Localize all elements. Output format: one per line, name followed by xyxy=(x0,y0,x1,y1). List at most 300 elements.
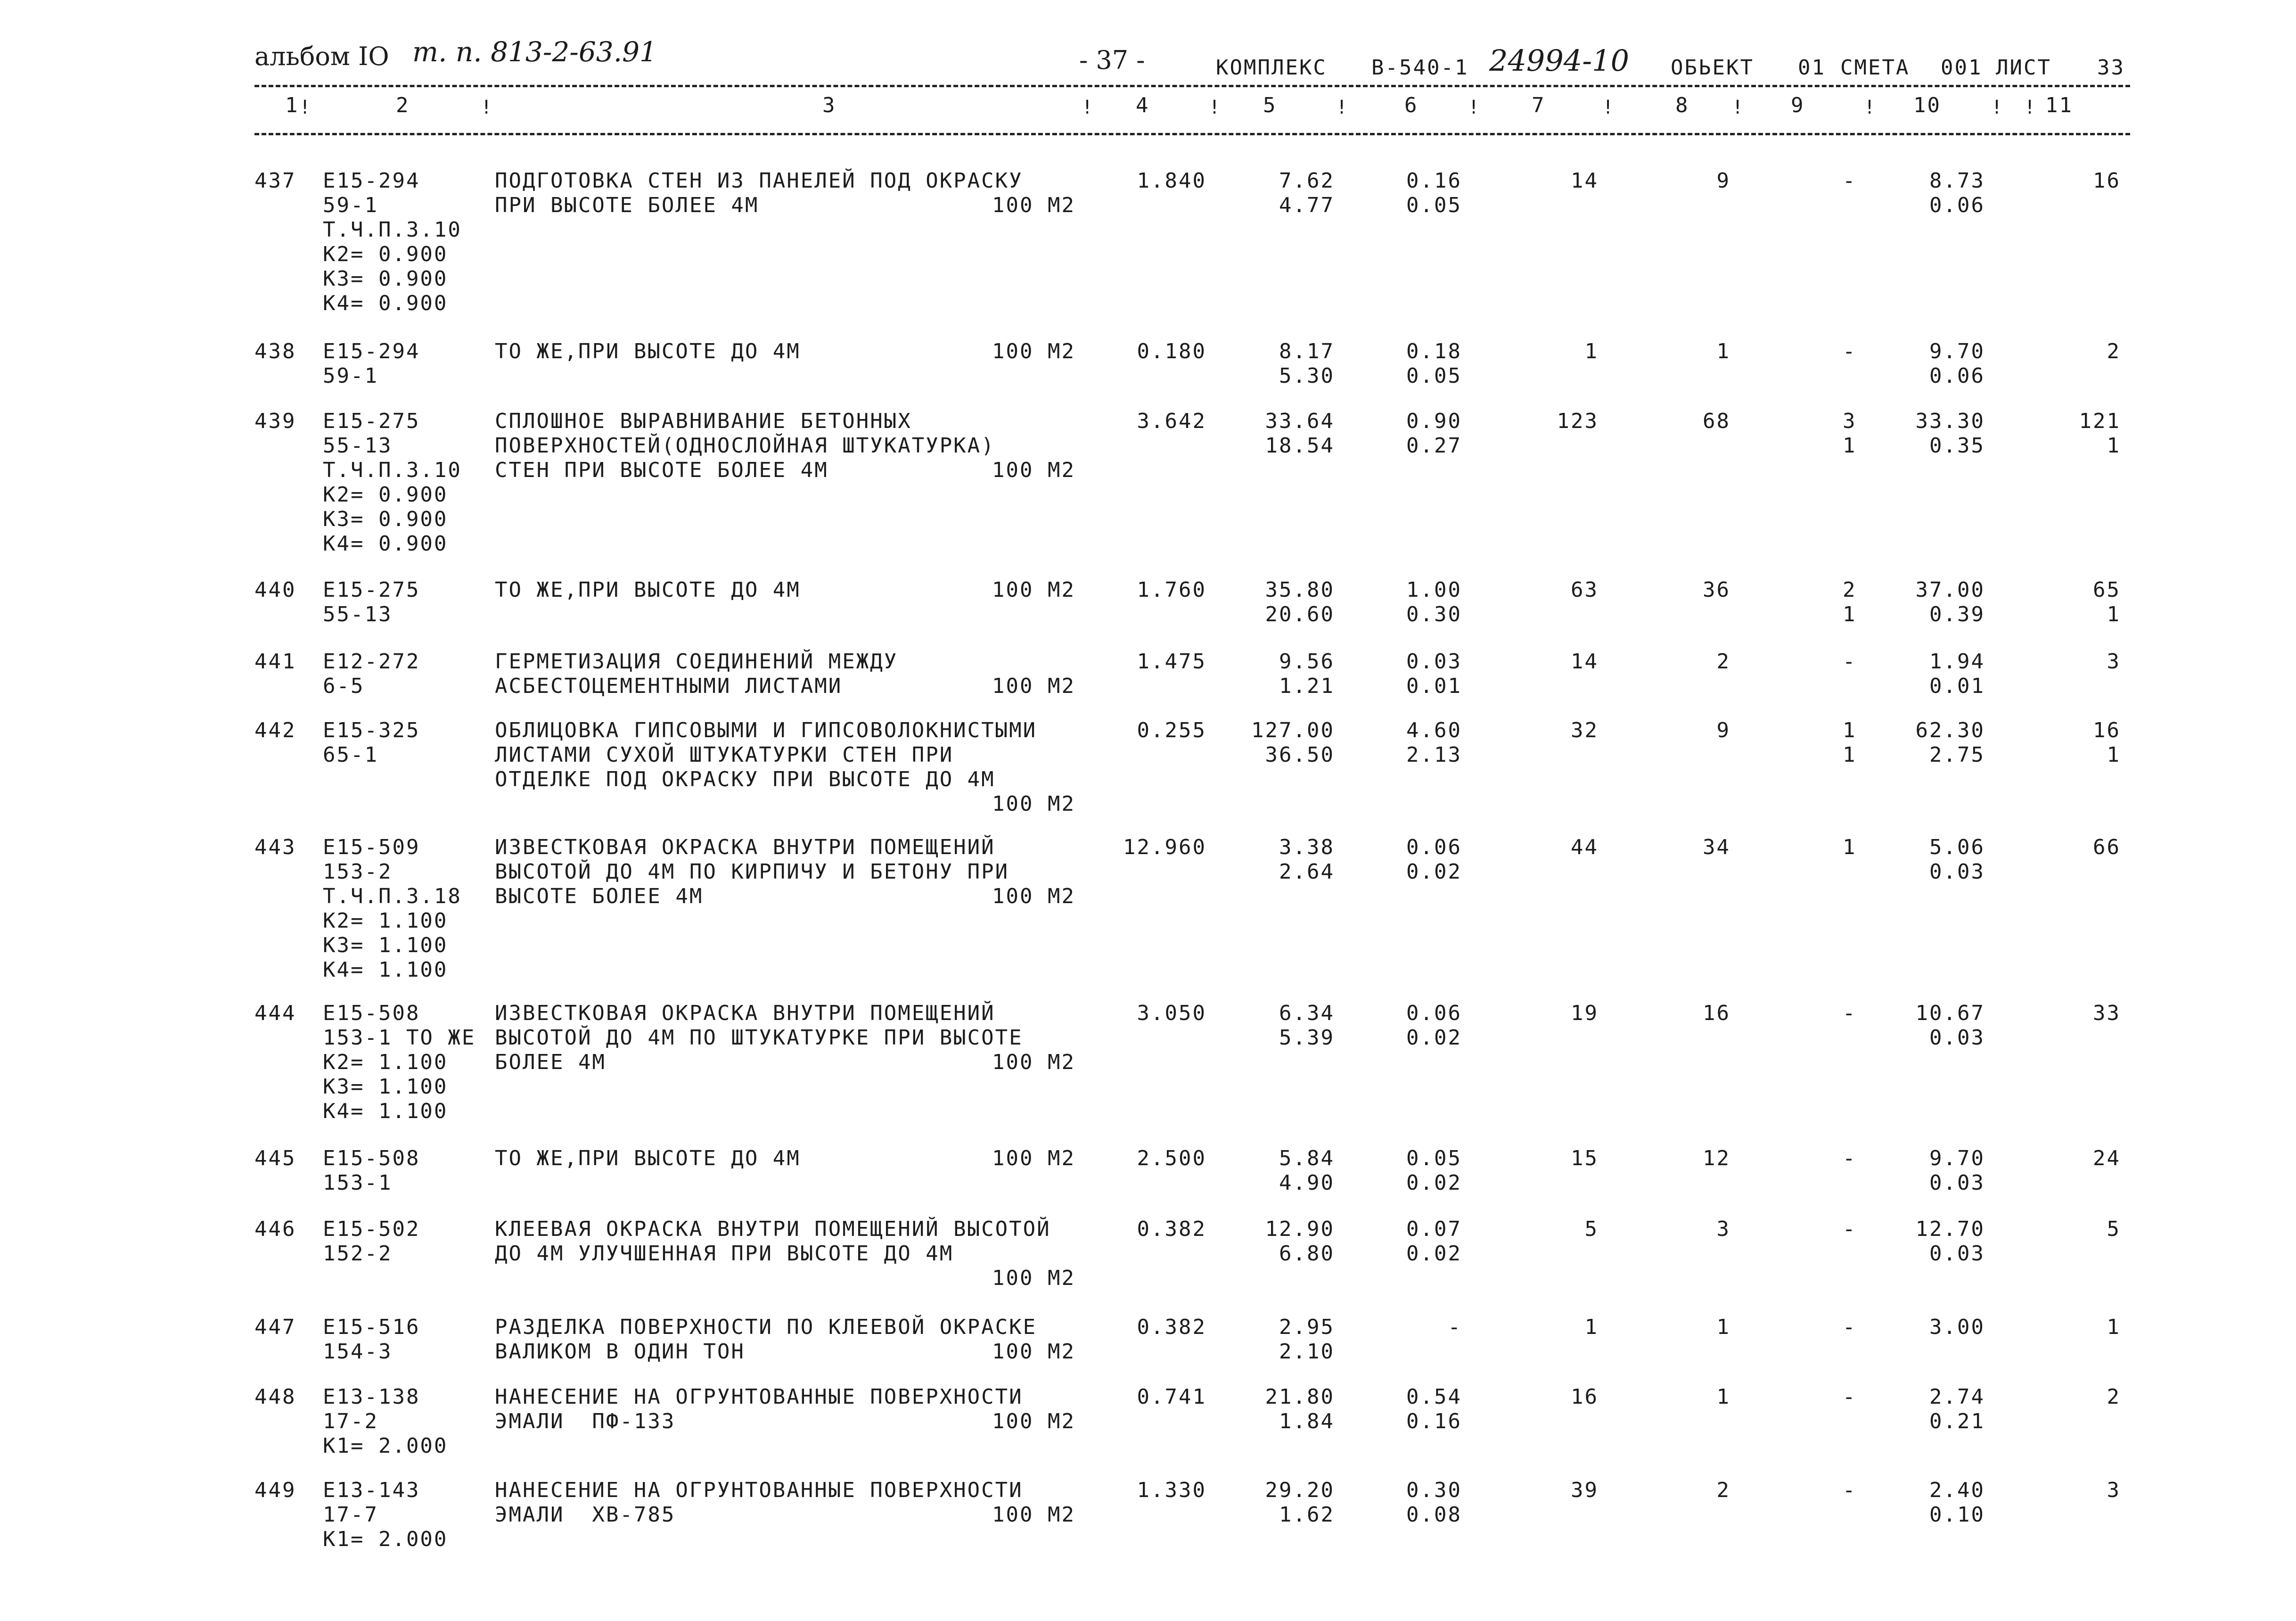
page-number: - 37 - xyxy=(1079,45,1145,75)
column-number-8: 8 xyxy=(1675,93,1689,117)
work-description-line: ПОДГОТОВКА СТЕН ИЗ ПАНЕЛЕЙ ПОД ОКРАСКУ xyxy=(495,169,1023,193)
labor-unit xyxy=(1916,718,1985,767)
work-description-line: КЛЕЕВАЯ ОКРАСКА ВНУТРИ ПОМЕЩЕНИЙ ВЫСОТОЙ xyxy=(495,1217,1051,1241)
column-number-1: 1 xyxy=(285,93,299,117)
unit-labor-line: 0.06 xyxy=(1406,835,1462,859)
unit-cost-line: 35.80 xyxy=(1265,578,1335,602)
total-cost: 16 xyxy=(1571,1385,1599,1409)
quantity: 0.180 xyxy=(1137,339,1206,363)
unit-labor xyxy=(1406,650,1462,699)
labor-unit xyxy=(1929,650,1985,699)
unit-labor xyxy=(1406,1385,1462,1434)
machine-cost-line: 1 xyxy=(1843,718,1857,742)
rate-code-line: 55-13 xyxy=(323,434,393,458)
rate-code xyxy=(323,578,420,627)
unit-cost-line: 6.80 xyxy=(1279,1242,1335,1266)
labor-total-line: 65 xyxy=(2093,578,2121,602)
rate-code-line: Т.Ч.П.3.10 xyxy=(323,458,462,482)
unit-of-measure: 100 М2 xyxy=(992,674,1075,698)
rate-code-line: К2= 1.100 xyxy=(323,1050,448,1074)
work-description-line: ПОВЕРХНОСТЕЙ(ОДНОСЛОЙНАЯ ШТУКАТУРКА) xyxy=(495,434,995,458)
unit-cost-line: 21.80 xyxy=(1265,1385,1335,1409)
unit-labor-line: 0.27 xyxy=(1406,434,1462,458)
unit-of-measure: 100 М2 xyxy=(992,458,1075,482)
rate-code xyxy=(323,835,462,982)
total-wages: 9 xyxy=(1716,718,1730,742)
work-description xyxy=(495,1315,1037,1364)
unit-labor-line: 0.16 xyxy=(1406,1409,1462,1433)
column-number-7: 7 xyxy=(1532,93,1546,117)
column-separator: ! xyxy=(481,97,494,118)
unit-cost-line: 9.56 xyxy=(1279,650,1335,674)
unit-cost-line: 33.64 xyxy=(1265,409,1335,433)
unit-labor-line: 0.30 xyxy=(1406,1478,1462,1502)
unit-labor-line: 0.05 xyxy=(1406,364,1462,388)
labor-unit xyxy=(1929,1146,1985,1195)
row-number: 446 xyxy=(254,1217,296,1241)
work-description xyxy=(495,1478,1023,1527)
row-number: 443 xyxy=(254,835,296,859)
labor-unit-line: 0.01 xyxy=(1929,674,1985,698)
total-wages: 36 xyxy=(1703,578,1730,602)
unit-labor xyxy=(1406,339,1462,388)
unit-labor-line: 0.02 xyxy=(1406,1026,1462,1050)
total-wages: 16 xyxy=(1703,1001,1730,1025)
album-label: альбом IO xyxy=(254,41,389,71)
labor-total xyxy=(2093,578,2121,627)
machine-cost xyxy=(1843,169,1857,193)
unit-cost xyxy=(1265,1217,1335,1266)
labor-total-line: 1 xyxy=(2107,1315,2121,1339)
rate-code xyxy=(323,1217,420,1266)
unit-cost-line: 2.64 xyxy=(1279,860,1335,884)
machine-cost xyxy=(1843,718,1857,767)
work-description xyxy=(495,650,898,699)
unit-cost-line: 18.54 xyxy=(1265,434,1335,458)
rate-code-line: К3= 0.900 xyxy=(323,267,448,291)
labor-total xyxy=(2107,339,2121,364)
rate-code xyxy=(323,169,462,316)
machine-cost-line: 1 xyxy=(1843,743,1857,767)
labor-total-line: 1 xyxy=(2107,743,2121,767)
column-number-4: 4 xyxy=(1136,93,1150,117)
unit-cost-line: 4.90 xyxy=(1279,1171,1335,1195)
unit-labor xyxy=(1406,1146,1462,1195)
unit-cost-line: 1.62 xyxy=(1279,1503,1335,1527)
quantity: 0.255 xyxy=(1137,718,1206,742)
labor-total xyxy=(2107,1385,2121,1409)
unit-cost-line: 1.84 xyxy=(1279,1409,1335,1433)
work-description-line: ВЫСОТЕ БОЛЕЕ 4М xyxy=(495,884,704,908)
labor-total xyxy=(2079,409,2121,458)
machine-cost-line: 1 xyxy=(1843,434,1857,458)
unit-cost-line: 4.77 xyxy=(1279,193,1335,217)
column-separator: ! xyxy=(1732,97,1745,118)
column-number-10: 10 xyxy=(1913,93,1941,117)
column-separator: ! xyxy=(1336,97,1349,118)
labor-unit-line: 0.03 xyxy=(1929,1026,1985,1050)
labor-unit-line: 5.06 xyxy=(1929,835,1985,859)
unit-labor-line: 0.18 xyxy=(1406,339,1462,363)
total-wages: 2 xyxy=(1716,650,1730,674)
machine-cost xyxy=(1843,578,1857,627)
machine-cost xyxy=(1843,1217,1857,1242)
rate-code-line: К2= 1.100 xyxy=(323,909,448,933)
rate-code-line: Е15-516 xyxy=(323,1315,420,1339)
labor-unit-line: 3.00 xyxy=(1929,1315,1985,1339)
unit-labor-line: 0.16 xyxy=(1406,169,1462,193)
labor-unit xyxy=(1916,578,1985,627)
labor-unit xyxy=(1929,1315,1985,1340)
machine-cost-line: 2 xyxy=(1843,578,1857,602)
column-number-2: 2 xyxy=(396,93,410,117)
unit-labor-line: 0.02 xyxy=(1406,1242,1462,1266)
row-number: 437 xyxy=(254,169,296,193)
rate-code-line: К3= 1.100 xyxy=(323,933,448,957)
complex-label: КОМПЛЕКС xyxy=(1216,56,1327,80)
unit-labor xyxy=(1406,1217,1462,1266)
total-wages: 2 xyxy=(1716,1478,1730,1502)
machine-cost xyxy=(1843,1146,1857,1171)
unit-cost-line: 12.90 xyxy=(1265,1217,1335,1241)
header-rule-bottom xyxy=(254,133,2130,135)
rate-code-line: К1= 2.000 xyxy=(323,1527,448,1551)
machine-cost-line: - xyxy=(1843,169,1857,193)
labor-unit-line: 2.75 xyxy=(1929,743,1985,767)
labor-total-line: 3 xyxy=(2107,1478,2121,1502)
rate-code-line: Е15-275 xyxy=(323,409,420,433)
labor-total xyxy=(2093,835,2121,860)
object-label: ОБЬЕКТ xyxy=(1671,56,1754,80)
unit-cost-line: 5.84 xyxy=(1279,1146,1335,1170)
row-number: 445 xyxy=(254,1146,296,1170)
work-description-line: РАЗДЕЛКА ПОВЕРХНОСТИ ПО КЛЕЕВОЙ ОКРАСКЕ xyxy=(495,1315,1037,1339)
unit-labor xyxy=(1406,718,1462,767)
rate-code-line: К4= 1.100 xyxy=(323,1099,448,1123)
unit-labor-line: 0.05 xyxy=(1406,1146,1462,1170)
work-description-line: ЛИСТАМИ СУХОЙ ШТУКАТУРКИ СТЕН ПРИ xyxy=(495,743,954,767)
column-separator: ! xyxy=(1864,97,1877,118)
labor-unit-line: 2.74 xyxy=(1929,1385,1985,1409)
handwritten-estimate-number: 24994-10 xyxy=(1489,43,1630,78)
labor-unit-line: 10.67 xyxy=(1915,1001,1985,1025)
work-description-line: ВАЛИКОМ В ОДИН ТОН xyxy=(495,1340,745,1364)
column-separator: ! xyxy=(2024,97,2037,118)
album-code-handwritten: т. п. 813-2-63.91 xyxy=(412,36,657,68)
rate-code-line: 65-1 xyxy=(323,743,378,767)
unit-cost xyxy=(1265,1478,1335,1527)
rate-code-line: 6-5 xyxy=(323,674,365,698)
labor-unit-line: 0.10 xyxy=(1929,1503,1985,1527)
total-wages: 1 xyxy=(1716,1315,1730,1339)
rate-code-line: К2= 0.900 xyxy=(323,242,448,266)
unit-labor-line: 0.08 xyxy=(1406,1503,1462,1527)
machine-cost-line: - xyxy=(1843,650,1857,674)
rate-code-line: К4= 1.100 xyxy=(323,958,448,982)
rate-code-line: К3= 0.900 xyxy=(323,507,448,531)
row-number: 438 xyxy=(254,339,296,363)
unit-labor-line: 0.02 xyxy=(1406,1171,1462,1195)
rate-code-line: К1= 2.000 xyxy=(323,1434,448,1458)
labor-unit-line: 0.03 xyxy=(1929,1242,1985,1266)
row-number: 448 xyxy=(254,1385,296,1409)
column-number-3: 3 xyxy=(822,93,836,117)
rate-code-line: 17-7 xyxy=(323,1503,378,1527)
work-description xyxy=(495,1385,1023,1434)
rate-code-line: 55-13 xyxy=(323,602,393,626)
unit-cost-line: 3.38 xyxy=(1279,835,1335,859)
machine-cost xyxy=(1843,835,1857,860)
labor-total-line: 2 xyxy=(2107,1385,2121,1409)
rate-code xyxy=(323,1001,476,1124)
unit-cost xyxy=(1251,718,1335,767)
unit-of-measure: 100 М2 xyxy=(992,792,1075,816)
rate-code-line: Е15-508 xyxy=(323,1001,420,1025)
work-description-line: ДО 4М УЛУЧШЕННАЯ ПРИ ВЫСОТЕ ДО 4М xyxy=(495,1242,954,1266)
work-description xyxy=(495,718,1037,792)
machine-cost xyxy=(1843,1001,1857,1026)
total-cost: 39 xyxy=(1571,1478,1599,1502)
rate-code-line: Е15-294 xyxy=(323,339,420,363)
unit-cost-line: 7.62 xyxy=(1279,169,1335,193)
work-description-line: НАНЕСЕНИЕ НА ОГРУНТОВАННЫЕ ПОВЕРХНОСТИ xyxy=(495,1385,1023,1409)
labor-total-line: 2 xyxy=(2107,339,2121,363)
quantity: 3.642 xyxy=(1137,409,1206,433)
work-description-line: НАНЕСЕНИЕ НА ОГРУНТОВАННЫЕ ПОВЕРХНОСТИ xyxy=(495,1478,1023,1502)
sheet-value: 33 xyxy=(2097,56,2125,80)
rate-code-line: К3= 1.100 xyxy=(323,1075,448,1099)
machine-cost xyxy=(1843,1385,1857,1409)
labor-unit-line: 0.21 xyxy=(1929,1409,1985,1433)
quantity: 0.382 xyxy=(1137,1217,1206,1241)
labor-total xyxy=(2093,169,2121,193)
rate-code xyxy=(323,409,462,556)
machine-cost-line: - xyxy=(1843,1385,1857,1409)
unit-cost xyxy=(1279,1315,1335,1364)
unit-labor xyxy=(1406,1001,1462,1050)
row-number: 441 xyxy=(254,650,296,674)
row-number: 439 xyxy=(254,409,296,433)
labor-total-line: 5 xyxy=(2107,1217,2121,1241)
unit-of-measure: 100 М2 xyxy=(992,1503,1075,1527)
sheet-label: ЛИСТ xyxy=(1996,56,2051,80)
rate-code-line: Е15-502 xyxy=(323,1217,420,1241)
unit-of-measure: 100 М2 xyxy=(992,1146,1075,1170)
rate-code-line: К4= 0.900 xyxy=(323,291,448,315)
unit-cost-line: 5.30 xyxy=(1279,364,1335,388)
total-wages: 12 xyxy=(1703,1146,1730,1170)
labor-unit-line: 33.30 xyxy=(1915,409,1985,433)
column-separator: ! xyxy=(299,97,312,118)
unit-cost-line: 20.60 xyxy=(1265,602,1335,626)
unit-of-measure: 100 М2 xyxy=(992,1266,1075,1290)
estimate-value: 001 xyxy=(1941,56,1983,80)
labor-total-line: 1 xyxy=(2107,434,2121,458)
work-description-line: ГЕРМЕТИЗАЦИЯ СОЕДИНЕНИЙ МЕЖДУ xyxy=(495,650,898,674)
rate-code-line: Е15-509 xyxy=(323,835,420,859)
unit-cost xyxy=(1279,339,1335,388)
machine-cost xyxy=(1843,1315,1857,1340)
machine-cost-line: - xyxy=(1843,1217,1857,1241)
labor-total-line: 33 xyxy=(2093,1001,2121,1025)
unit-labor-line: - xyxy=(1448,1315,1462,1339)
work-description xyxy=(495,169,1023,218)
unit-labor xyxy=(1406,835,1462,884)
total-wages: 68 xyxy=(1703,409,1730,433)
labor-total-line: 3 xyxy=(2107,650,2121,674)
unit-labor-line: 0.30 xyxy=(1406,602,1462,626)
labor-unit-line: 2.40 xyxy=(1929,1478,1985,1502)
unit-cost-line: 29.20 xyxy=(1265,1478,1335,1502)
total-cost: 14 xyxy=(1571,650,1599,674)
labor-unit xyxy=(1929,339,1985,388)
column-separator: ! xyxy=(1468,97,1481,118)
quantity: 1.330 xyxy=(1137,1478,1206,1502)
machine-cost-line: - xyxy=(1843,1478,1857,1502)
rate-code-line: 59-1 xyxy=(323,193,378,217)
unit-cost-line: 8.17 xyxy=(1279,339,1335,363)
work-description xyxy=(495,578,801,602)
rate-code xyxy=(323,1478,448,1552)
unit-labor-line: 2.13 xyxy=(1406,743,1462,767)
work-description-line: ИЗВЕСТКОВАЯ ОКРАСКА ВНУТРИ ПОМЕЩЕНИЙ xyxy=(495,1001,995,1025)
labor-total xyxy=(2093,718,2121,767)
labor-unit xyxy=(1916,1217,1985,1266)
labor-unit-line: 0.03 xyxy=(1929,1171,1985,1195)
machine-cost-line: 1 xyxy=(1843,602,1857,626)
estimate-label: СМЕТА xyxy=(1840,56,1910,80)
unit-cost xyxy=(1265,409,1335,458)
work-description-line: ПРИ ВЫСОТЕ БОЛЕЕ 4М xyxy=(495,193,759,217)
unit-labor-line: 1.00 xyxy=(1406,578,1462,602)
rate-code-line: Е12-272 xyxy=(323,650,420,674)
rate-code-line: К2= 0.900 xyxy=(323,483,448,507)
work-description-line: ОБЛИЦОВКА ГИПСОВЫМИ И ГИПСОВОЛОКНИСТЫМИ xyxy=(495,718,1037,742)
labor-total-line: 16 xyxy=(2093,718,2121,742)
rate-code-line: Е15-325 xyxy=(323,718,420,742)
work-description xyxy=(495,1146,801,1171)
rate-code-line: Е13-143 xyxy=(323,1478,420,1502)
unit-labor xyxy=(1448,1315,1462,1340)
rate-code xyxy=(323,1385,448,1458)
labor-total xyxy=(2107,1478,2121,1503)
total-wages: 9 xyxy=(1716,169,1730,193)
total-cost: 14 xyxy=(1571,169,1599,193)
machine-cost-line: 1 xyxy=(1843,835,1857,859)
rate-code-line: Е15-294 xyxy=(323,169,420,193)
labor-unit-line: 1.94 xyxy=(1929,650,1985,674)
machine-cost xyxy=(1843,650,1857,674)
labor-unit-line: 0.06 xyxy=(1929,364,1985,388)
rate-code-line: 152-2 xyxy=(323,1242,393,1266)
unit-cost xyxy=(1279,1146,1335,1195)
total-cost: 63 xyxy=(1571,578,1599,602)
work-description-line: ТО ЖЕ,ПРИ ВЫСОТЕ ДО 4М xyxy=(495,339,801,363)
quantity: 1.840 xyxy=(1137,169,1206,193)
unit-cost-line: 1.21 xyxy=(1279,674,1335,698)
work-description xyxy=(495,1001,1023,1075)
work-description-line: ОТДЕЛКЕ ПОД ОКРАСКУ ПРИ ВЫСОТЕ ДО 4М xyxy=(495,767,995,791)
row-number: 442 xyxy=(254,718,296,742)
quantity: 12.960 xyxy=(1123,835,1206,859)
object-value: 01 xyxy=(1798,56,1826,80)
work-description-line: СТЕН ПРИ ВЫСОТЕ БОЛЕЕ 4М xyxy=(495,458,828,482)
work-description xyxy=(495,339,801,364)
rate-code-line: Е15-275 xyxy=(323,578,420,602)
labor-total xyxy=(2093,1146,2121,1171)
rate-code-line: К4= 0.900 xyxy=(323,532,448,556)
unit-cost xyxy=(1279,169,1335,218)
work-description-line: ЭМАЛИ ХВ-785 xyxy=(495,1503,676,1527)
labor-total xyxy=(2093,1001,2121,1026)
unit-of-measure: 100 М2 xyxy=(992,1409,1075,1433)
work-description xyxy=(495,835,1009,909)
labor-unit-line: 0.06 xyxy=(1929,193,1985,217)
labor-total xyxy=(2107,1315,2121,1340)
rate-code-line: 17-2 xyxy=(323,1409,378,1433)
work-description-line: БОЛЕЕ 4М xyxy=(495,1050,606,1074)
quantity: 0.741 xyxy=(1137,1385,1206,1409)
unit-labor xyxy=(1406,169,1462,218)
labor-unit-line: 9.70 xyxy=(1929,339,1985,363)
unit-cost-line: 127.00 xyxy=(1251,718,1335,742)
rate-code xyxy=(323,1315,420,1364)
row-number: 444 xyxy=(254,1001,296,1025)
labor-unit-line: 0.35 xyxy=(1929,434,1985,458)
quantity: 1.760 xyxy=(1137,578,1206,602)
labor-total-line: 1 xyxy=(2107,602,2121,626)
work-description-line: ТО ЖЕ,ПРИ ВЫСОТЕ ДО 4М xyxy=(495,578,801,602)
total-cost: 19 xyxy=(1571,1001,1599,1025)
header-rule-top xyxy=(254,85,2130,87)
rate-code-line: Т.Ч.П.3.18 xyxy=(323,884,462,908)
column-number-11: 11 xyxy=(2045,93,2073,117)
unit-labor-line: 0.02 xyxy=(1406,860,1462,884)
row-number: 449 xyxy=(254,1478,296,1502)
column-separator: ! xyxy=(1209,97,1222,118)
quantity: 0.382 xyxy=(1137,1315,1206,1339)
unit-labor-line: 0.01 xyxy=(1406,674,1462,698)
labor-unit-line: 0.39 xyxy=(1929,602,1985,626)
work-description-line: ВЫСОТОЙ ДО 4М ПО ШТУКАТУРКЕ ПРИ ВЫСОТЕ xyxy=(495,1026,1023,1050)
labor-total-line: 121 xyxy=(2079,409,2121,433)
unit-labor-line: 0.54 xyxy=(1406,1385,1462,1409)
work-description-line: ТО ЖЕ,ПРИ ВЫСОТЕ ДО 4М xyxy=(495,1146,801,1170)
unit-of-measure: 100 М2 xyxy=(992,578,1075,602)
work-description-line: СПЛОШНОЕ ВЫРАВНИВАНИЕ БЕТОННЫХ xyxy=(495,409,912,433)
unit-cost-line: 36.50 xyxy=(1265,743,1335,767)
quantity: 3.050 xyxy=(1137,1001,1206,1025)
rate-code-line: 154-3 xyxy=(323,1340,393,1364)
column-separator: ! xyxy=(1602,97,1615,118)
unit-labor-line: 4.60 xyxy=(1406,718,1462,742)
rate-code-line: Е13-138 xyxy=(323,1385,420,1409)
complex-code: В-540-1 xyxy=(1371,56,1469,80)
labor-unit xyxy=(1916,1001,1985,1050)
labor-total-line: 24 xyxy=(2093,1146,2121,1170)
unit-cost xyxy=(1279,650,1335,699)
unit-cost-line: 2.10 xyxy=(1279,1340,1335,1364)
unit-cost xyxy=(1265,1385,1335,1434)
unit-cost xyxy=(1265,578,1335,627)
rate-code-line: 153-2 xyxy=(323,860,393,884)
labor-unit xyxy=(1929,1385,1985,1434)
labor-unit xyxy=(1929,835,1985,884)
total-cost: 5 xyxy=(1584,1217,1599,1241)
unit-labor xyxy=(1406,578,1462,627)
work-description-line: ВЫСОТОЙ ДО 4М ПО КИРПИЧУ И БЕТОНУ ПРИ xyxy=(495,860,1009,884)
work-description-line: АСБЕСТОЦЕМЕНТНЫМИ ЛИСТАМИ xyxy=(495,674,843,698)
